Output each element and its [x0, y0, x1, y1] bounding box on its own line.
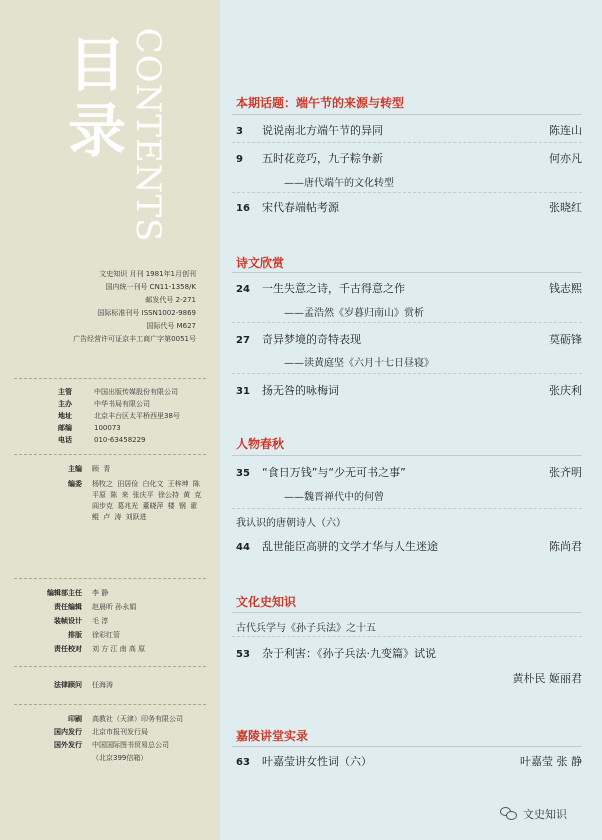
print-info	[36, 714, 183, 766]
entry-author: 钱志熙	[549, 282, 582, 295]
page-number: 35	[236, 468, 250, 479]
info-label: 电话	[58, 436, 72, 444]
info-label: 地址	[58, 412, 72, 420]
toc-entry[interactable]	[236, 150, 582, 166]
entry-author: 张齐明	[549, 466, 582, 479]
section-title: 嘉陵讲堂实录	[236, 729, 309, 743]
staff-label: 编辑部主任	[47, 589, 82, 597]
entry-title: 宋代春端帖考源	[262, 201, 339, 214]
pubinfo-line: 文史知识 月刊 1981年1月创刊	[99, 270, 196, 278]
entry-author: 张晓红	[549, 201, 582, 214]
entry-author: 叶嘉莹 张 静	[520, 755, 582, 768]
toc-entry[interactable]	[236, 199, 582, 215]
staff-label: 责任校对	[54, 645, 82, 653]
title-char-2: 录	[67, 97, 126, 165]
legal-info	[36, 680, 113, 691]
section-title: 本期话题：端午节的来源与转型	[236, 96, 405, 110]
title-char-1: 目	[67, 31, 126, 99]
staff-value: 刘 方 江 南 高 原	[92, 645, 146, 653]
staff-label: 国内发行	[54, 728, 82, 736]
section-rule	[232, 272, 582, 273]
toc-entry[interactable]	[236, 382, 582, 398]
entry-divider	[232, 636, 582, 637]
toc-entry[interactable]	[236, 753, 582, 769]
entry-divider	[232, 508, 582, 509]
staff-label: 主编	[68, 465, 82, 473]
entry-title: “食日万钱”与“少无可书之事”	[262, 466, 406, 479]
info-label: 主办	[58, 400, 72, 408]
section-rule	[232, 114, 582, 115]
divider	[14, 378, 206, 379]
entry-title: 叶嘉莹讲女性词（六）	[262, 755, 372, 768]
toc-entry[interactable]	[236, 280, 582, 296]
staff-label: 编委	[68, 480, 82, 488]
divider	[14, 666, 206, 667]
toc-entry[interactable]	[236, 538, 582, 554]
section-rule	[232, 455, 582, 456]
section-title: 诗文欣赏	[236, 256, 285, 270]
staff-value: 毛 淳	[92, 617, 109, 625]
pubinfo-line: 国内统一刊号 CN11-1358/K	[105, 283, 196, 291]
staff-label: 装帧设计	[54, 617, 82, 625]
page-number: 3	[236, 126, 243, 137]
entry-divider	[232, 373, 582, 374]
contents-word	[128, 20, 168, 250]
series-note: 古代兵学与《孙子兵法》之十五	[236, 623, 376, 634]
entry-author: 黄朴民 姬丽君	[512, 672, 582, 685]
entry-title: 乱世能臣高骈的文学才华与人生迷途	[262, 540, 438, 553]
entry-author: 张庆利	[549, 384, 582, 397]
section-rule	[232, 746, 582, 747]
staff-value: 任海涛	[92, 681, 113, 689]
pubinfo-line: 国际标准刊号 ISSN1002-9869	[97, 309, 196, 317]
entry-author: 陈尚君	[549, 540, 582, 553]
page-number: 16	[236, 203, 250, 214]
page-title	[62, 32, 132, 164]
toc-entry[interactable]	[236, 645, 582, 661]
page-number: 63	[236, 757, 250, 768]
info-value: 中华书局有限公司	[94, 400, 150, 408]
left-panel	[0, 0, 220, 840]
info-value: 北京丰台区太平桥西里38号	[94, 412, 180, 420]
contents-label: CONTENTS	[128, 27, 168, 243]
series-note: 我认识的唐朝诗人（六）	[236, 518, 346, 529]
info-value: 中国出版传媒股份有限公司	[94, 388, 178, 396]
info-label: 邮编	[58, 424, 72, 432]
divider	[14, 454, 206, 455]
entry-author: 何亦凡	[549, 152, 582, 165]
section-title: 人物春秋	[236, 437, 285, 451]
wechat-icon	[500, 807, 518, 821]
toc-entry[interactable]	[236, 464, 582, 480]
entry-title: 杂于利害：《孙子兵法·九变篇》试说	[262, 647, 436, 660]
entry-divider	[232, 322, 582, 323]
entry-title: 说说南北方端午节的异同	[262, 124, 383, 137]
publication-info	[18, 268, 196, 346]
editorial-board	[36, 464, 202, 523]
staff-label: 排版	[68, 631, 82, 639]
entry-subtitle: ——读黄庭坚《六月十七日昼寝》	[284, 358, 434, 369]
staff-value: 杨牧之 田居俭 白化文 王梓坤 陈平原 陈 来 张庆平 徐公持 黄 克 阎步克 葛兆光 董晓萍 楼 钢 翟鲲 卢 涛 刘跃进	[92, 480, 202, 521]
staff-value: 顾 青	[92, 465, 111, 473]
staff-value: 赵晨昕 孙永娟	[92, 603, 137, 611]
page-number: 9	[236, 154, 243, 165]
entry-divider	[232, 192, 582, 193]
section-rule	[232, 612, 582, 613]
toc-entry[interactable]	[236, 331, 582, 347]
staff-value: 北京市报刊发行局	[92, 728, 148, 736]
entry-author: 莫砺锋	[549, 333, 582, 346]
staff-value: 李 静	[92, 589, 109, 597]
publisher-info	[58, 386, 180, 446]
info-value: 010-63458229	[94, 436, 146, 444]
entry-author: 陈连山	[549, 124, 582, 137]
staff-value: （北京399信箱）	[92, 754, 148, 762]
staff-label: 国外发行	[54, 741, 82, 749]
entry-title: 一生失意之诗，千古得意之作	[262, 282, 405, 295]
editorial-staff	[36, 588, 145, 658]
page-number: 27	[236, 335, 250, 346]
watermark-text: 文史知识	[523, 808, 567, 821]
info-value: 100073	[94, 424, 121, 432]
staff-value: 中国国际图书贸易总公司	[92, 741, 169, 749]
info-label: 主管	[58, 388, 72, 396]
entry-title: 五时花竞巧，九子粽争新	[262, 152, 383, 165]
staff-label: 法律顾问	[54, 681, 82, 689]
entry-subtitle: ——唐代端午的文化转型	[284, 178, 394, 189]
divider	[14, 578, 206, 579]
divider	[14, 704, 206, 705]
pubinfo-line: 国际代号 M627	[146, 322, 196, 330]
section-title: 文化史知识	[236, 595, 297, 609]
pubinfo-line: 邮发代号 2-271	[145, 296, 196, 304]
entry-subtitle: ——魏晋禅代中的何曾	[284, 492, 384, 503]
entry-subtitle: ——孟浩然《岁暮归南山》赏析	[284, 308, 424, 319]
page-number: 24	[236, 284, 250, 295]
wechat-watermark	[500, 806, 567, 822]
entry-divider	[232, 142, 582, 143]
staff-value: 高教社（天津）印务有限公司	[92, 715, 183, 723]
staff-label: 责任编辑	[54, 603, 82, 611]
entry-title: 奇异梦境的奇特表现	[262, 333, 361, 346]
toc-entry[interactable]	[236, 122, 582, 138]
page-number: 44	[236, 542, 250, 553]
toc-author-row	[236, 670, 582, 686]
entry-title: 扬无咎的咏梅词	[262, 384, 339, 397]
pubinfo-line: 广告经营许可证京丰工商广字第0051号	[73, 335, 196, 343]
page-number: 31	[236, 386, 250, 397]
page-number: 53	[236, 649, 250, 660]
staff-value: 徐彩红管	[92, 631, 120, 639]
staff-label: 印刷	[68, 715, 82, 723]
